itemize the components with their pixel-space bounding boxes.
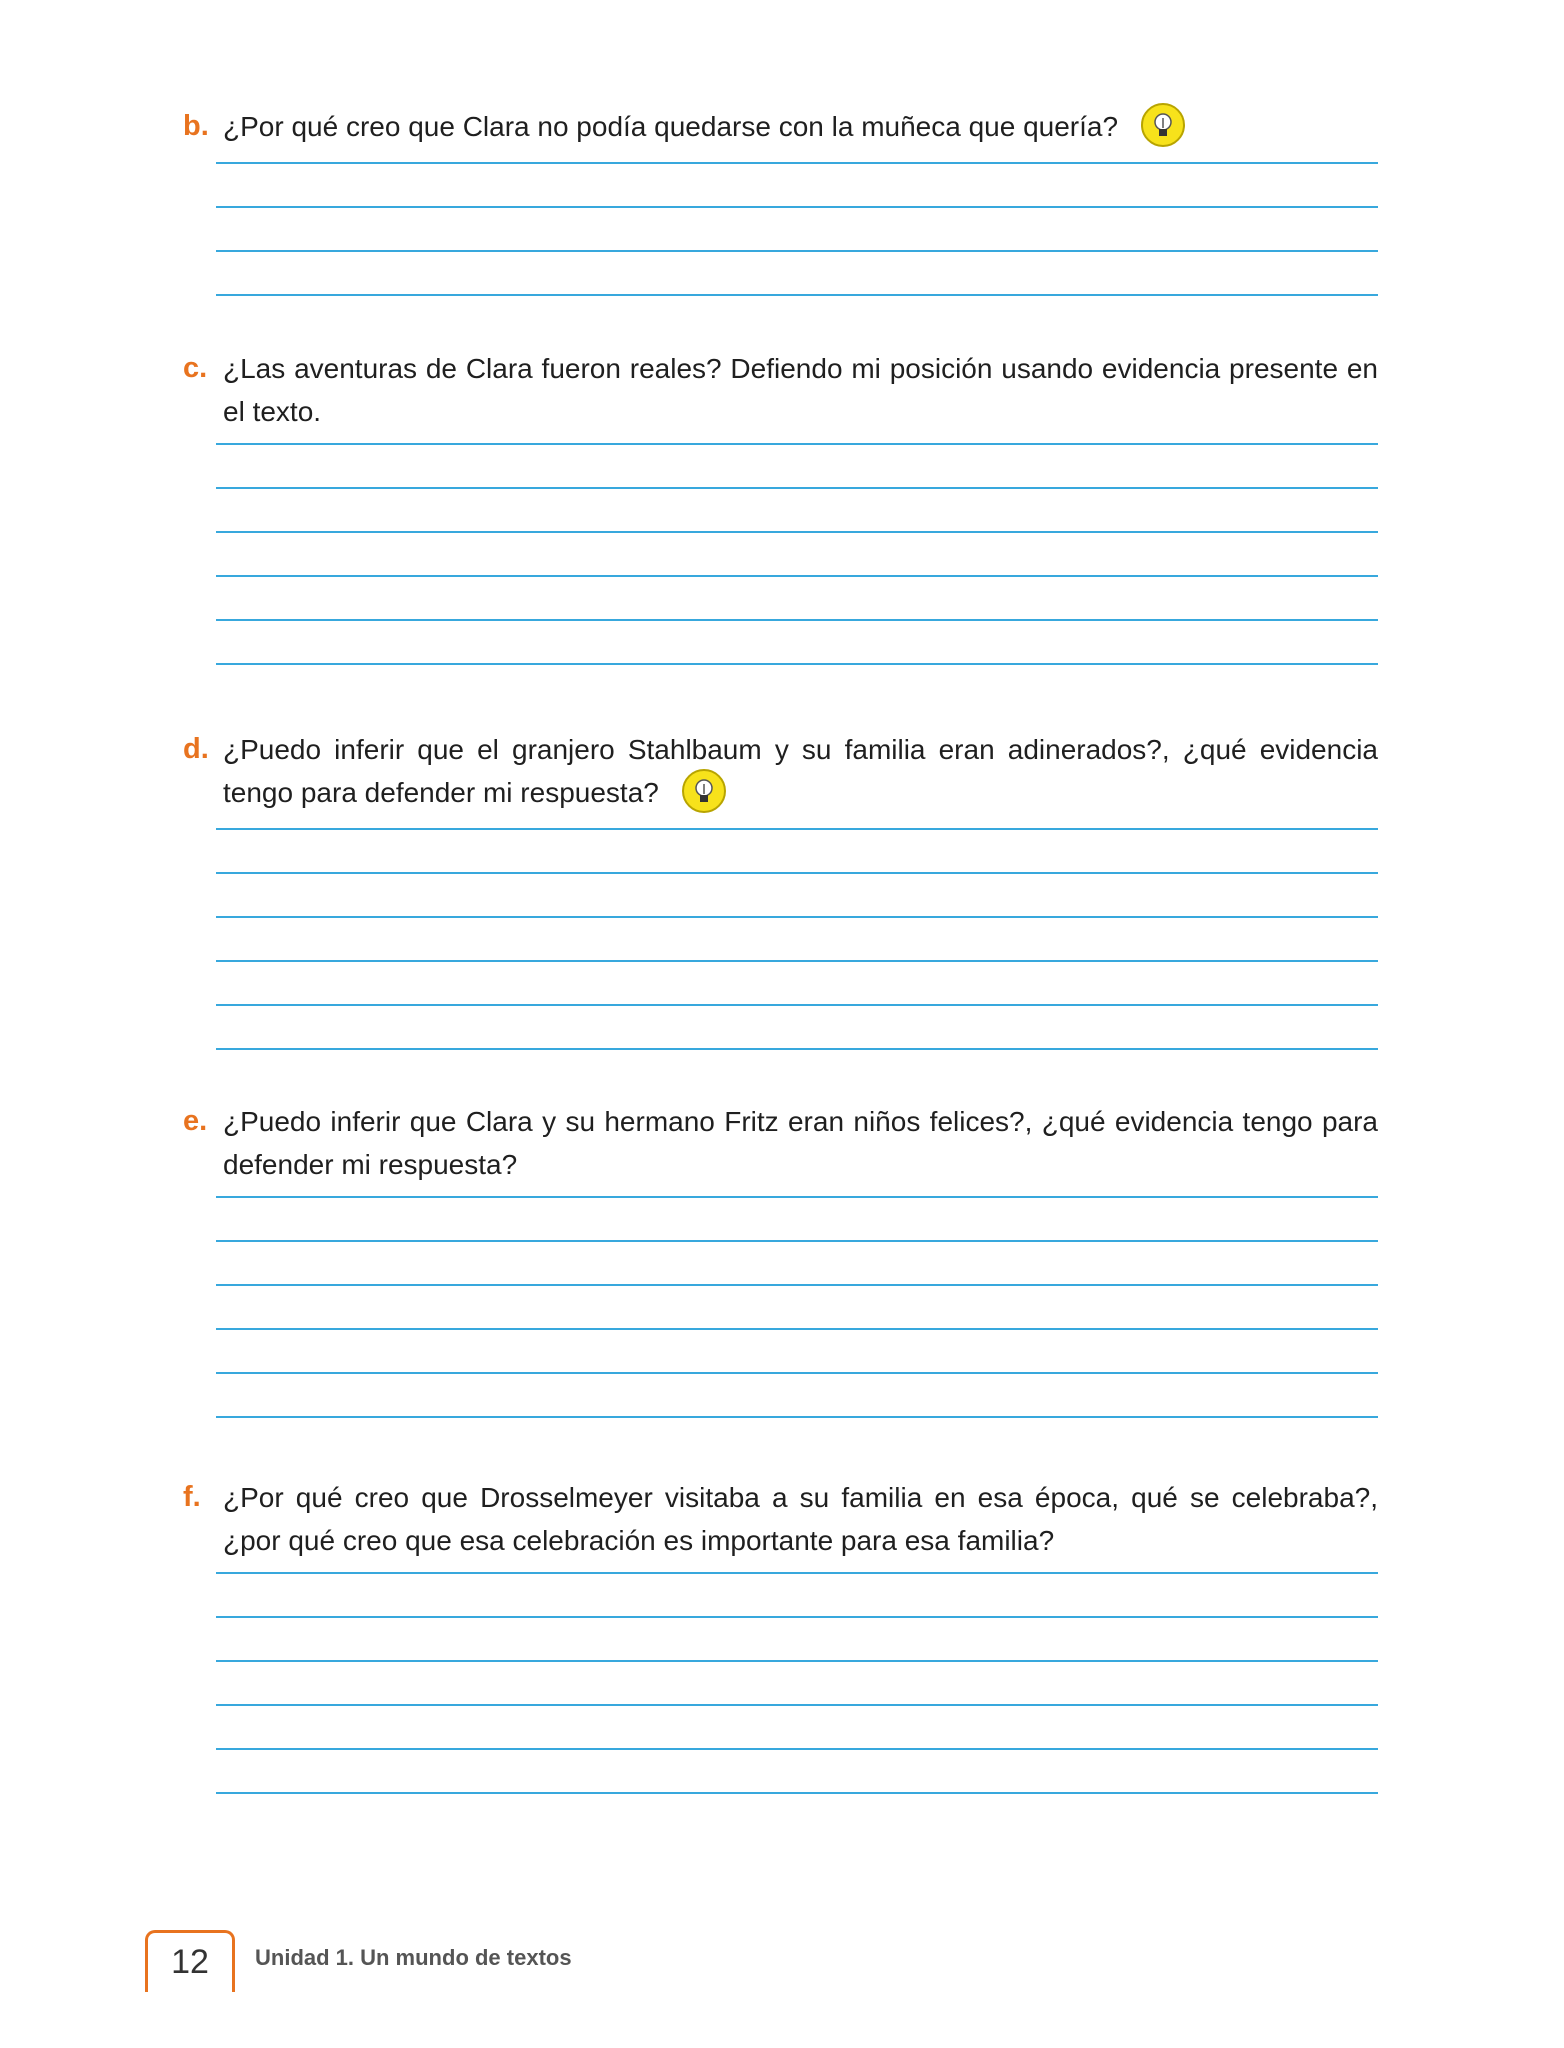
answer-line[interactable] bbox=[216, 1416, 1378, 1418]
answer-lines[interactable] bbox=[216, 443, 1378, 665]
answer-line[interactable] bbox=[216, 1372, 1378, 1374]
question-letter: e. bbox=[183, 1105, 208, 1137]
question-text: ¿Por qué creo que Clara no podía quedarse con la muñeca que quería? bbox=[223, 111, 1119, 142]
answer-line[interactable] bbox=[216, 872, 1378, 874]
answer-lines[interactable] bbox=[216, 1196, 1378, 1418]
answer-line[interactable] bbox=[216, 294, 1378, 296]
answer-line[interactable] bbox=[216, 1748, 1378, 1750]
answer-lines[interactable] bbox=[216, 162, 1378, 296]
unit-title: Unidad 1. Un mundo de textos bbox=[255, 1945, 572, 1970]
answer-line[interactable] bbox=[216, 1048, 1378, 1050]
answer-line[interactable] bbox=[216, 663, 1378, 665]
answer-line[interactable] bbox=[216, 916, 1378, 918]
answer-line[interactable] bbox=[216, 1704, 1378, 1706]
answer-line[interactable] bbox=[216, 575, 1378, 577]
answer-line[interactable] bbox=[216, 443, 1378, 445]
answer-line[interactable] bbox=[216, 1196, 1378, 1198]
question-letter: f. bbox=[183, 1481, 201, 1513]
answer-line[interactable] bbox=[216, 828, 1378, 830]
question-letter: b. bbox=[183, 110, 209, 142]
answer-line[interactable] bbox=[216, 1328, 1378, 1330]
question-header bbox=[183, 1476, 1378, 1562]
answer-line[interactable] bbox=[216, 1240, 1378, 1242]
answer-line[interactable] bbox=[216, 1616, 1378, 1618]
lightbulb-icon bbox=[681, 768, 727, 814]
answer-line[interactable] bbox=[216, 619, 1378, 621]
answer-line[interactable] bbox=[216, 250, 1378, 252]
question-d bbox=[183, 728, 1378, 1092]
question-f bbox=[183, 1476, 1378, 1836]
question-c bbox=[183, 347, 1378, 707]
answer-lines[interactable] bbox=[216, 828, 1378, 1050]
answer-line[interactable] bbox=[216, 206, 1378, 208]
answer-line[interactable] bbox=[216, 1792, 1378, 1794]
question-e bbox=[183, 1100, 1378, 1460]
question-letter: c. bbox=[183, 352, 208, 384]
question-text: ¿Puedo inferir que Clara y su hermano Fritz eran niños felices?, ¿qué evidencia tengo para defender mi respuesta? bbox=[223, 1106, 1378, 1180]
question-header bbox=[183, 347, 1378, 433]
answer-line[interactable] bbox=[216, 162, 1378, 164]
lightbulb-icon bbox=[1140, 102, 1186, 148]
question-header bbox=[183, 1100, 1378, 1186]
question-header bbox=[183, 728, 1378, 818]
question-b bbox=[183, 105, 1378, 338]
answer-line[interactable] bbox=[216, 1004, 1378, 1006]
answer-line[interactable] bbox=[216, 487, 1378, 489]
answer-lines[interactable] bbox=[216, 1572, 1378, 1794]
answer-line[interactable] bbox=[216, 1284, 1378, 1286]
answer-line[interactable] bbox=[216, 960, 1378, 962]
answer-line[interactable] bbox=[216, 531, 1378, 533]
answer-line[interactable] bbox=[216, 1572, 1378, 1574]
answer-line[interactable] bbox=[216, 1660, 1378, 1662]
question-letter: d. bbox=[183, 733, 209, 765]
question-header bbox=[183, 105, 1378, 152]
question-text: ¿Las aventuras de Clara fueron reales? Defiendo mi posición usando evidencia presente en el texto. bbox=[223, 353, 1378, 427]
question-text: ¿Por qué creo que Drosselmeyer visitaba a su familia en esa época, qué se celebraba?, ¿por qué creo que esa celebración es importante para esa familia? bbox=[223, 1482, 1378, 1556]
question-text: ¿Puedo inferir que el granjero Stahlbaum y su familia eran adinerados?, ¿qué evidencia tengo para defender mi respuesta? bbox=[223, 734, 1378, 808]
page-number: 12 bbox=[145, 1930, 235, 1992]
